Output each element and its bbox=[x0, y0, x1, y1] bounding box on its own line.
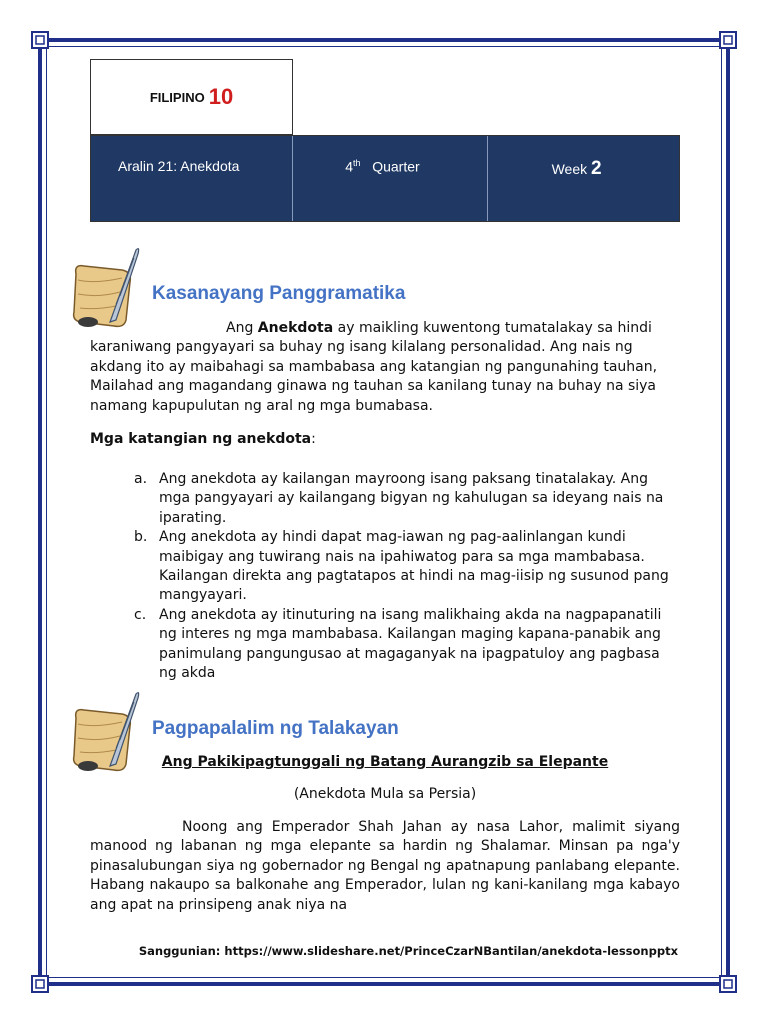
intro-post: ay maikling kuwentong tumatalakay sa hindi karaniwang pangyayari sa buhay ng isang kilalang personalidad. Ang nais ng akdang ito ay maibahagi sa mambabasa ang katangian ng pangunahing tauhan, Mailahad ang magandang ginawa ng tauhan sa kanilang tunay na buhay na siya namang kapupulutan ng aral ng mga bumabasa. bbox=[90, 320, 658, 414]
week-label: Week bbox=[551, 161, 588, 177]
quarter-cell bbox=[293, 136, 487, 221]
list-item bbox=[134, 528, 680, 606]
list-item-text: Ang anekdota ay itinuturing na isang malikhaing akda na nagpapanatili ng interes ng mga mambabasa. Kailangan maging kapana-panabik ang panimulang pangungusao at magaganyak na ipagpatuloy ang pagbasa ng akda bbox=[159, 606, 662, 682]
list-heading bbox=[90, 431, 316, 447]
list-marker: a. bbox=[134, 471, 148, 487]
week-cell bbox=[488, 136, 679, 221]
corner-ornament-icon bbox=[30, 30, 50, 50]
section-title-kasanayang: Kasanayang Panggramatika bbox=[152, 283, 406, 304]
intro-pre: Ang bbox=[226, 320, 258, 336]
subject-label: FILIPINO bbox=[149, 89, 205, 105]
list-item-text: Ang anekdota ay kailangan mayroong isang paksang tinatalakay. Ang mga pangyayari ay kailangang bigyan ng kahulugan sa ideyang nais na iparating. bbox=[159, 471, 664, 526]
source-reference bbox=[139, 944, 678, 958]
list-heading-text: Mga katangian ng anekdota bbox=[90, 431, 312, 447]
story-paragraph bbox=[90, 818, 680, 915]
subject-cell bbox=[90, 59, 293, 135]
lesson-label: Aralin 21: Anekdota bbox=[118, 158, 240, 174]
story-subtitle: (Anekdota Mula sa Persia) bbox=[293, 786, 477, 802]
week-number: 2 bbox=[591, 158, 602, 179]
list-marker: c. bbox=[134, 606, 147, 623]
list-heading-colon: : bbox=[311, 431, 316, 447]
list-marker: b. bbox=[134, 529, 148, 546]
list-item bbox=[134, 470, 680, 528]
corner-ornament-icon bbox=[30, 974, 50, 994]
quarter-label: Quarter bbox=[372, 158, 420, 175]
anekdota-definition bbox=[90, 319, 680, 416]
section-title-pagpapalalim: Pagpapalalim ng Talakayan bbox=[152, 718, 399, 739]
lesson-cell bbox=[91, 136, 293, 221]
source-url[interactable]: https://www.slideshare.net/PrinceCzarNBantilan/anekdota-lessonpptx bbox=[224, 944, 678, 958]
characteristics-list bbox=[134, 470, 680, 683]
story-text: Noong ang Emperador Shah Jahan ay nasa Lahor, malimit siyang manood ng labanan ng mga elepante sa hardin ng Shalamar. Minsan pa nga'y pinasalubungan siya ng gobernador ng Bengal ng apatnapung panlabang elepante. Habang nakaupo sa balkonahe ang Emperador, lulan ng kani-kanilang mga kabayo ang apat na prinsipeng anak niya na bbox=[90, 819, 680, 913]
subject-number: 10 bbox=[208, 84, 234, 109]
story-title: Ang Pakikipagtunggali ng Batang Aurangzib sa Elepante bbox=[161, 754, 609, 770]
intro-bold-term: Anekdota bbox=[257, 320, 334, 336]
corner-ornament-icon bbox=[718, 30, 738, 50]
source-label: Sanggunian: bbox=[138, 944, 221, 958]
list-item-text: Ang anekdota ay hindi dapat mag-iawan ng pag-aalinlangan kundi maibigay ang tuwirang nais na ipahiwatog para sa mga mambabasa. Kailangan direkta ang pagtatapos at hindi na mag-iisip ng susunod pang mangyayari. bbox=[159, 529, 669, 604]
quarter-suffix: th bbox=[353, 158, 361, 168]
list-item bbox=[134, 606, 680, 684]
quarter-number: 4 bbox=[345, 158, 354, 175]
lesson-info-row bbox=[90, 135, 680, 222]
corner-ornament-icon bbox=[718, 974, 738, 994]
